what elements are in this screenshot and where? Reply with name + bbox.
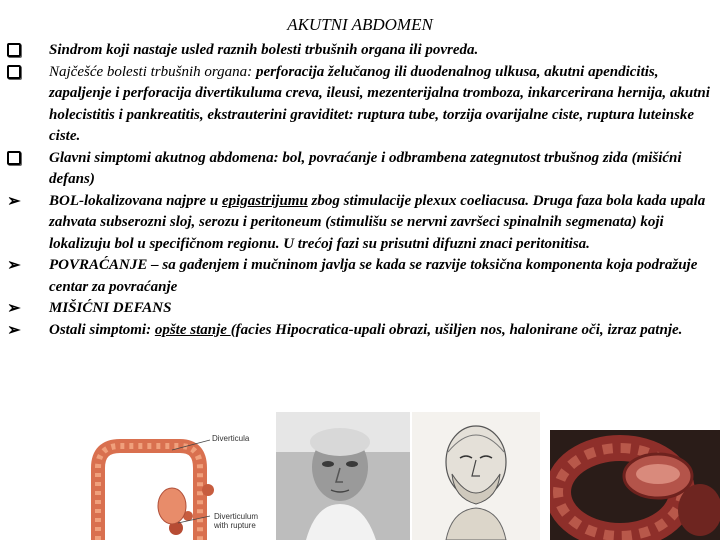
list-item	[4, 40, 716, 62]
item-text-pre: Ostali simptomi:	[49, 321, 155, 338]
list-item	[4, 148, 716, 191]
item-text-pre: BOL-lokalizovana najpre u	[49, 192, 222, 209]
bullet-list	[4, 40, 716, 341]
patient-face-photo	[276, 412, 410, 540]
slide-title: AKUTNI ABDOMEN	[287, 15, 433, 34]
colon-label-top: Diverticula	[212, 434, 250, 443]
intestine-photo	[550, 430, 720, 540]
arrow-bullet-icon: ➢	[7, 300, 21, 317]
list-item	[4, 320, 716, 342]
item-text-post: zbog stimulacije plexux coeliacusa. Druga faza bola kada upala zahvata subserozni sloj, serozu i peritoneum (stimulišu se nervni završeci spinalnih segmenata) koji lokalizuju bol u specifičnom regionu. U trećoj fazi su prisutni difuzni znaci peritonitisa.	[49, 192, 706, 252]
list-item	[4, 191, 716, 256]
item-text: MIŠIĆNI DEFANS	[49, 300, 172, 316]
arrow-bullet-icon: ➢	[7, 192, 21, 210]
list-item	[4, 62, 716, 148]
square-bullet-icon	[4, 148, 24, 173]
item-text: Glavni simptomi akutnog abdomena: bol, povraćanje i odbrambena zategnutost trbušnog zida (mišićni defans)	[49, 149, 682, 187]
item-text-post: (facies Hipocratica-upali obrazi, ušiljen nos, halonirane oči, izraz patnje.	[230, 321, 683, 338]
list-item	[4, 255, 716, 298]
list-item	[4, 298, 716, 320]
item-text: perforacija želučanog ili duodenalnog ulkusa, akutni apendicitis, zapaljenje i perforacija divertikuluma creva, ileusi, mezenterijalna tromboza, inkarcerirana hernija, akutni holecistitis i pankreatitis, ekstrauterini graviditet: ruptura tube, torzija ovarijalne ciste, ruptura luteinske ciste.	[49, 63, 710, 144]
item-lead: Najčešće bolesti trbušnih organa:	[49, 63, 253, 80]
arrow-bullet-icon: ➢	[7, 257, 21, 274]
item-text: Sindrom koji nastaje usled raznih bolesti trbušnih organa ili povreda.	[49, 42, 479, 58]
square-bullet-icon	[4, 62, 24, 87]
colon-label-bottom: Diverticulum with rupture	[214, 512, 259, 530]
arrow-bullet-icon: ➢	[7, 321, 21, 339]
item-text-underlined: epigastrijumu	[221, 192, 308, 209]
colon-diverticula-illustration	[68, 428, 264, 540]
item-text-underlined: opšte stanje	[154, 321, 231, 338]
item-text: POVRAĆANJE – sa gađenjem i mučninom javlja se kada se razvije toksična komponenta koja podražuje centar za povraćanje	[49, 257, 698, 295]
hippocrates-bust-illustration	[412, 412, 540, 540]
